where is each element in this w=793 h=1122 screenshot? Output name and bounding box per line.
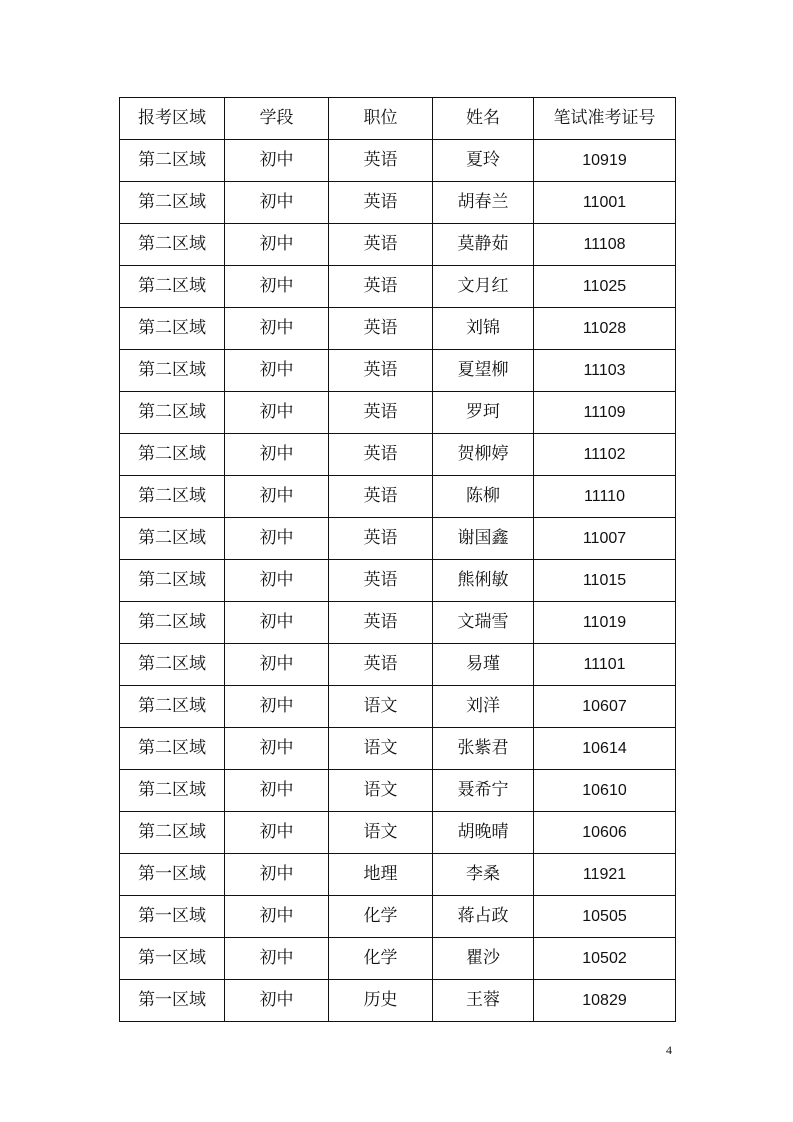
cell-stage: 初中 [225, 350, 329, 392]
cell-exam-id: 10607 [534, 686, 676, 728]
cell-name: 夏玲 [433, 140, 534, 182]
table-header-row [120, 98, 676, 140]
header-exam-id: 笔试准考证号 [534, 98, 676, 140]
table-row [120, 896, 676, 938]
header-stage: 学段 [225, 98, 329, 140]
cell-exam-id: 11025 [534, 266, 676, 308]
table-row [120, 602, 676, 644]
cell-stage: 初中 [225, 434, 329, 476]
table-row [120, 854, 676, 896]
cell-stage: 初中 [225, 560, 329, 602]
table-row [120, 518, 676, 560]
cell-exam-id: 11921 [534, 854, 676, 896]
table-row [120, 434, 676, 476]
cell-name: 瞿沙 [433, 938, 534, 980]
cell-exam-id: 10919 [534, 140, 676, 182]
cell-position: 英语 [329, 392, 433, 434]
cell-stage: 初中 [225, 266, 329, 308]
cell-name: 罗珂 [433, 392, 534, 434]
cell-exam-id: 11007 [534, 518, 676, 560]
cell-position: 语文 [329, 686, 433, 728]
cell-exam-id: 11015 [534, 560, 676, 602]
cell-name: 贺柳婷 [433, 434, 534, 476]
table-row [120, 224, 676, 266]
cell-exam-id: 11001 [534, 182, 676, 224]
table-row [120, 644, 676, 686]
cell-region: 第二区域 [120, 560, 225, 602]
table-row [120, 182, 676, 224]
candidate-table [119, 97, 676, 1022]
cell-region: 第二区域 [120, 224, 225, 266]
table-row [120, 350, 676, 392]
cell-exam-id: 10606 [534, 812, 676, 854]
cell-exam-id: 11101 [534, 644, 676, 686]
cell-exam-id: 11103 [534, 350, 676, 392]
cell-position: 英语 [329, 266, 433, 308]
cell-name: 李桑 [433, 854, 534, 896]
cell-name: 张紫君 [433, 728, 534, 770]
cell-region: 第二区域 [120, 686, 225, 728]
cell-position: 地理 [329, 854, 433, 896]
cell-region: 第一区域 [120, 980, 225, 1022]
cell-region: 第二区域 [120, 266, 225, 308]
cell-position: 英语 [329, 182, 433, 224]
cell-exam-id: 11109 [534, 392, 676, 434]
cell-position: 英语 [329, 350, 433, 392]
cell-position: 英语 [329, 560, 433, 602]
cell-position: 英语 [329, 476, 433, 518]
cell-stage: 初中 [225, 896, 329, 938]
cell-position: 英语 [329, 140, 433, 182]
table-body [120, 140, 676, 1022]
cell-position: 英语 [329, 224, 433, 266]
cell-stage: 初中 [225, 476, 329, 518]
cell-position: 化学 [329, 938, 433, 980]
table-row [120, 476, 676, 518]
header-name: 姓名 [433, 98, 534, 140]
cell-region: 第二区域 [120, 602, 225, 644]
table-row [120, 266, 676, 308]
header-region: 报考区域 [120, 98, 225, 140]
cell-name: 文月红 [433, 266, 534, 308]
cell-exam-id: 10505 [534, 896, 676, 938]
cell-name: 谢国鑫 [433, 518, 534, 560]
cell-stage: 初中 [225, 308, 329, 350]
cell-position: 英语 [329, 602, 433, 644]
cell-name: 刘洋 [433, 686, 534, 728]
table-row [120, 140, 676, 182]
cell-stage: 初中 [225, 140, 329, 182]
cell-region: 第二区域 [120, 728, 225, 770]
cell-region: 第二区域 [120, 434, 225, 476]
cell-position: 英语 [329, 518, 433, 560]
cell-stage: 初中 [225, 686, 329, 728]
cell-region: 第二区域 [120, 182, 225, 224]
cell-stage: 初中 [225, 980, 329, 1022]
cell-position: 语文 [329, 812, 433, 854]
cell-region: 第二区域 [120, 140, 225, 182]
cell-region: 第二区域 [120, 644, 225, 686]
cell-name: 夏望柳 [433, 350, 534, 392]
cell-stage: 初中 [225, 938, 329, 980]
cell-exam-id: 10614 [534, 728, 676, 770]
table-row [120, 308, 676, 350]
page-number: 4 [666, 1043, 672, 1057]
cell-name: 胡春兰 [433, 182, 534, 224]
cell-region: 第二区域 [120, 308, 225, 350]
cell-name: 聂希宁 [433, 770, 534, 812]
cell-position: 历史 [329, 980, 433, 1022]
cell-name: 蒋占政 [433, 896, 534, 938]
cell-position: 语文 [329, 728, 433, 770]
table-row [120, 980, 676, 1022]
cell-name: 刘锦 [433, 308, 534, 350]
cell-region: 第一区域 [120, 854, 225, 896]
cell-exam-id: 11110 [534, 476, 676, 518]
cell-stage: 初中 [225, 854, 329, 896]
cell-stage: 初中 [225, 602, 329, 644]
cell-exam-id: 10610 [534, 770, 676, 812]
cell-name: 王蓉 [433, 980, 534, 1022]
cell-region: 第二区域 [120, 476, 225, 518]
cell-exam-id: 10829 [534, 980, 676, 1022]
cell-name: 文瑞雪 [433, 602, 534, 644]
cell-exam-id: 11102 [534, 434, 676, 476]
cell-exam-id: 10502 [534, 938, 676, 980]
cell-stage: 初中 [225, 182, 329, 224]
cell-position: 英语 [329, 434, 433, 476]
cell-stage: 初中 [225, 518, 329, 560]
cell-exam-id: 11019 [534, 602, 676, 644]
cell-stage: 初中 [225, 224, 329, 266]
cell-stage: 初中 [225, 728, 329, 770]
table-row [120, 686, 676, 728]
cell-region: 第二区域 [120, 518, 225, 560]
cell-position: 化学 [329, 896, 433, 938]
cell-region: 第二区域 [120, 812, 225, 854]
table-row [120, 938, 676, 980]
cell-exam-id: 11108 [534, 224, 676, 266]
cell-name: 易瑾 [433, 644, 534, 686]
cell-name: 莫静茹 [433, 224, 534, 266]
cell-position: 语文 [329, 770, 433, 812]
table-row [120, 560, 676, 602]
table-row [120, 812, 676, 854]
cell-stage: 初中 [225, 812, 329, 854]
cell-stage: 初中 [225, 392, 329, 434]
cell-stage: 初中 [225, 770, 329, 812]
cell-exam-id: 11028 [534, 308, 676, 350]
cell-position: 英语 [329, 644, 433, 686]
cell-region: 第二区域 [120, 392, 225, 434]
header-position: 职位 [329, 98, 433, 140]
cell-position: 英语 [329, 308, 433, 350]
cell-region: 第一区域 [120, 938, 225, 980]
cell-region: 第二区域 [120, 770, 225, 812]
table-row [120, 770, 676, 812]
table-row [120, 392, 676, 434]
cell-stage: 初中 [225, 644, 329, 686]
cell-name: 胡晚晴 [433, 812, 534, 854]
cell-region: 第二区域 [120, 350, 225, 392]
cell-name: 熊俐敏 [433, 560, 534, 602]
cell-region: 第一区域 [120, 896, 225, 938]
table-row [120, 728, 676, 770]
cell-name: 陈柳 [433, 476, 534, 518]
